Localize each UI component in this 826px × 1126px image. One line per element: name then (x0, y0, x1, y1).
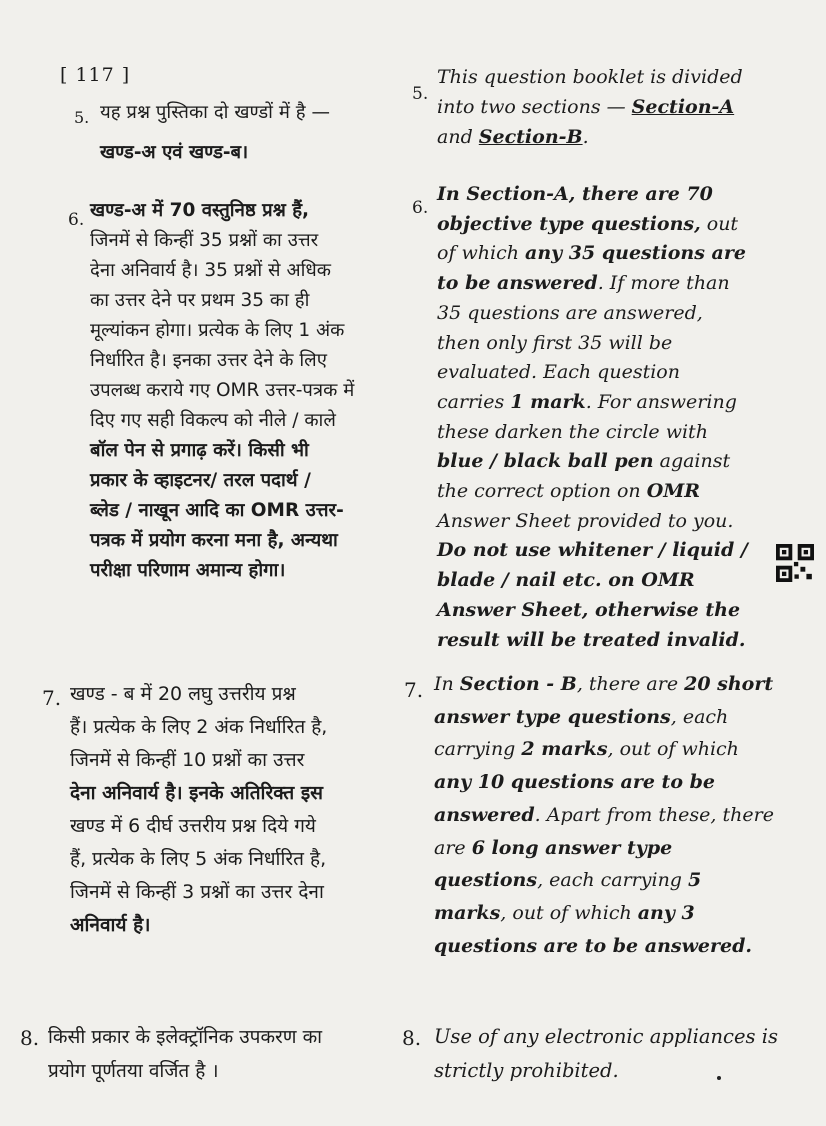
item-number: 8. (402, 1026, 422, 1050)
item-number: 6. (68, 210, 85, 230)
hindi-text (100, 98, 400, 168)
hindi-line: यह प्रश्न पुस्तिका दो खण्डों में है — (100, 102, 330, 123)
page-number: [ 117 ] (60, 64, 131, 86)
english-text: Use of any electronic appliances is strictly prohibited. (434, 1025, 778, 1082)
hindi-line: खण्ड-अ एवं खण्ड-ब। (100, 142, 249, 163)
english-text: This question booklet is divided into two sections — Section-A and Section-B. (437, 66, 743, 148)
item-number: 8. (20, 1026, 40, 1050)
item-number: 5. (412, 84, 429, 104)
item-number: 7. (404, 678, 424, 702)
hindi-text: खण्ड - ब में 20 लघु उत्तरीय प्रश्न हैं। प्रत्येक के लिए 2 अंक निर्धारित है, जिनमें से किन्हीं 10 प्रश्नों का उत्तर देना अनिवार्य है। इनके अतिरिक्त इस खण्ड में 6 दीर्घ उत्तरीय प्रश्न दिये गये हैं, प्रत्येक के लिए 5 अंक निर्धारित है, जिनमें से किन्हीं 3 प्रश्नों का उत्तर देना अनिवार्य है। (70, 683, 328, 936)
hindi-text: खण्ड-अ में 70 वस्तुनिष्ठ प्रश्न हैं, जिनमें से किन्हीं 35 प्रश्नों का उत्तर देना अनिवार्य है। 35 प्रश्नों से अधिक का उत्तर देने पर प्रथम 35 का ही मूल्यांकन होगा। प्रत्येक के लिए 1 अंक निर्धारित है। इनका उत्तर देने के लिए उपलब्ध कराये गए OMR उत्तर-पत्रक में दिए गए सही विकल्प को नीले / काले बॉल पेन से प्रगाढ़ करें। किसी भी प्रकार के व्हाइटनर/ तरल पदार्थ / ब्लेड / नाखून आदि का OMR उत्तर- पत्रक में प्रयोग करना मना है, अन्यथा परीक्षा परिणाम अमान्य होगा। (90, 200, 355, 581)
english-text: In Section-A, there are 70 objective type questions, out of which any 35 questions are to be answered. If more than 35 questions are answered, then only first 35 will be evaluated. Each question carries 1 mark. For answering these darken the circle with blue / black ball pen against the correct option on OMR Answer Sheet provided to you. Do not use whitener / liquid / blade / nail etc. on OMR Answer Sheet, otherwise the result will be treated invalid. (437, 183, 748, 651)
qr-code-icon (776, 544, 814, 582)
item-number: 6. (412, 198, 429, 218)
item-number: 7. (42, 686, 62, 710)
ink-dot (717, 1076, 721, 1080)
hindi-text: किसी प्रकार के इलेक्ट्रॉनिक उपकरण का प्रयोग पूर्णतया वर्जित है । (48, 1026, 323, 1082)
item-number: 5. (74, 108, 90, 127)
english-text: In Section - B, there are 20 short answer type questions, each carrying 2 marks, out of which any 10 questions are to be answered. Apart from these, there are 6 long answer type questions, each carrying 5 marks, out of which any 3 questions are to be answered. (434, 673, 774, 957)
